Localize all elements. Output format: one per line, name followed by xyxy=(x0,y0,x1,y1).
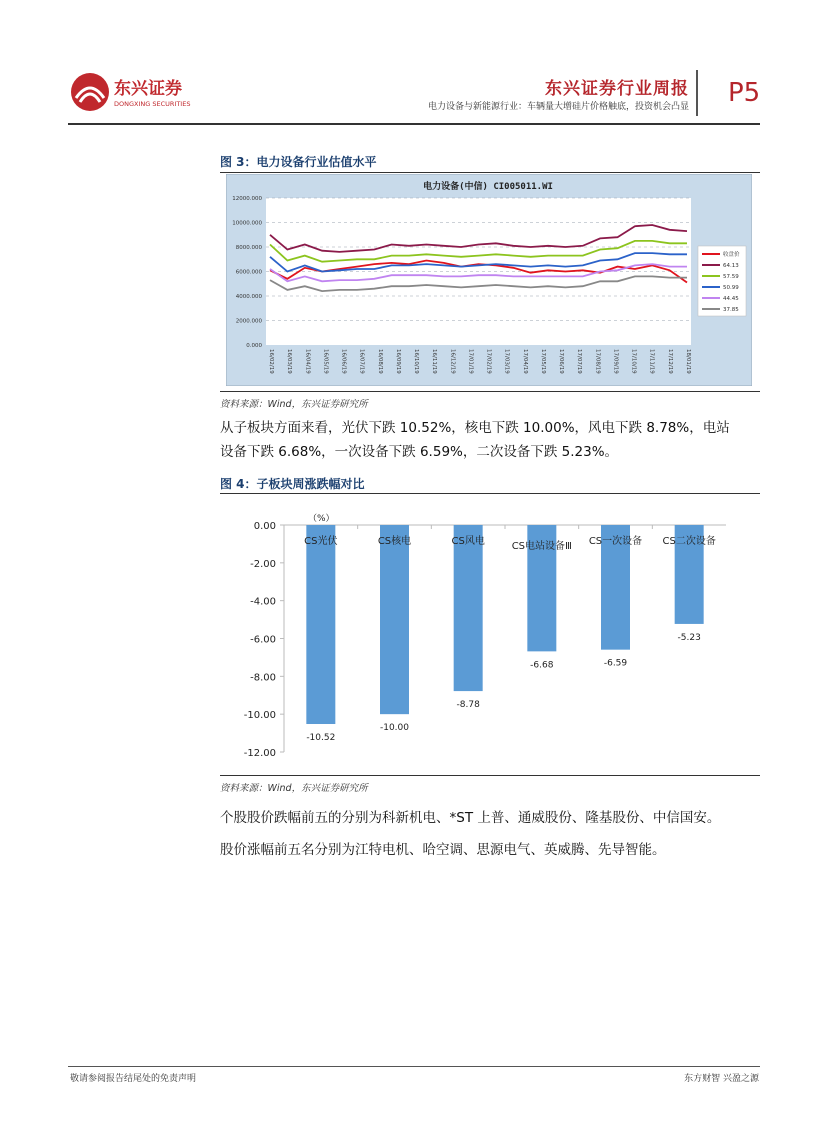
chart3-legend-label: 57.59 xyxy=(723,274,739,280)
chart4-y-tick-label: -6.00 xyxy=(250,634,276,646)
chart3-x-tick-label: 17/11/19 xyxy=(648,349,655,374)
chart3-x-tick-label: 17/07/19 xyxy=(576,349,583,374)
chart4-value-label: -5.23 xyxy=(677,632,701,643)
chart3-x-tick-label: 17/02/19 xyxy=(485,349,492,374)
figure3-rule xyxy=(220,172,760,173)
figure4-source: 资料来源：Wind，东兴证券研究所 xyxy=(220,783,368,794)
figure4-caption: 图 4：子板块周涨跌幅对比 xyxy=(220,477,365,491)
chart3-x-tick-label: 17/05/19 xyxy=(539,349,546,374)
chart3-legend-label: 收盘价 xyxy=(723,252,740,258)
chart4-value-label: -10.52 xyxy=(306,733,336,744)
chart4-bar xyxy=(304,525,338,724)
report-subtitle: 电力设备与新能源行业：车辆量大增硅片价格触底，投资机会凸显 xyxy=(427,102,689,112)
page-number: P5 xyxy=(728,78,761,108)
chart3-x-tick-label: 17/08/19 xyxy=(594,349,601,374)
chart3-x-tick-label: 16/05/19 xyxy=(322,349,329,374)
chart4-value-label: -6.59 xyxy=(603,658,628,669)
chart4-category-label: CS风电 xyxy=(451,536,485,547)
dongxing-logo xyxy=(70,72,200,112)
figure3-source: 资料来源：Wind，东兴证券研究所 xyxy=(220,399,368,410)
chart3-x-tick-label: 16/11/19 xyxy=(431,349,438,374)
chart3-x-tick-label: 17/01/19 xyxy=(467,349,474,374)
chart3-legend-label: 50.99 xyxy=(723,285,739,291)
chart4-category-label: CS核电 xyxy=(377,536,412,547)
chart3-legend-label: 37.85 xyxy=(723,307,739,313)
chart3-x-tick-label: 17/04/19 xyxy=(521,349,528,374)
chart3-title: 电力设备(中信) CI005011.WI xyxy=(423,182,553,192)
chart3-x-tick-label: 16/03/19 xyxy=(286,349,293,374)
chart3-legend-label: 64.13 xyxy=(723,263,739,269)
chart3-x-tick-label: 16/08/19 xyxy=(376,349,383,374)
chart3-x-tick-label: 17/06/19 xyxy=(558,349,565,374)
chart4-category-label: CS光伏 xyxy=(304,536,338,547)
chart3-y-tick-label: 12000.000 xyxy=(232,196,262,202)
figure4-rule xyxy=(220,493,760,494)
chart3-x-tick-label: 17/09/19 xyxy=(612,349,619,374)
chart3-x-tick-label: 17/12/19 xyxy=(666,349,673,374)
footer-disclaimer: 敬请参阅报告结尾处的免责声明 xyxy=(70,1074,197,1084)
paragraph-2: 个股股价跌幅前五的分别为科新机电、*ST 上普、通威股份、隆基股份、中信国安。 xyxy=(220,810,721,826)
footer-slogan: 东方财智 兴盈之源 xyxy=(684,1074,759,1084)
logo-en-text: DONGXING SECURITIES xyxy=(114,100,191,108)
chart4-y-tick-label: -8.00 xyxy=(250,672,276,684)
chart4-y-tick-label: -12.00 xyxy=(243,748,276,759)
chart4-y-tick-label: -2.00 xyxy=(250,558,276,570)
paragraph-1-line-2: 设备下跌 6.68%，一次设备下跌 6.59%，二次设备下跌 5.23%。 xyxy=(220,444,619,460)
header-divider xyxy=(696,70,698,116)
chart3-x-tick-label: 16/02/19 xyxy=(268,349,274,374)
chart4-value-label: -8.78 xyxy=(456,700,480,711)
chart3-y-tick-label: 6000.000 xyxy=(235,269,262,276)
header-rule xyxy=(68,123,760,125)
chart3-x-tick-label: 16/04/19 xyxy=(304,349,311,374)
paragraph-1-line-1: 从子板块方面来看，光伏下跌 10.52%，核电下跌 10.00%，风电下跌 8.78%，电站 xyxy=(220,420,730,436)
paragraph-3: 股价涨幅前五名分别为江特电机、哈空调、思源电气、英威腾、先导智能。 xyxy=(220,842,666,858)
footer-rule xyxy=(68,1066,760,1067)
chart3-x-tick-label: 17/10/19 xyxy=(630,349,637,374)
subsector-bar-chart xyxy=(226,505,756,765)
chart4-y-tick-label: -10.00 xyxy=(243,710,276,722)
valuation-line-chart xyxy=(226,174,752,386)
chart3-y-tick-label: 0.000 xyxy=(246,343,262,349)
logo-cn-text: 东兴证券 xyxy=(114,79,182,99)
chart3-x-tick-label: 18/01/19 xyxy=(685,349,691,374)
chart3-x-tick-label: 16/10/19 xyxy=(413,349,420,374)
chart3-x-tick-label: 16/12/19 xyxy=(449,349,456,374)
chart3-y-tick-label: 2000.000 xyxy=(235,318,262,325)
chart4-y-tick-label: -4.00 xyxy=(250,596,276,608)
chart4-value-label: -10.00 xyxy=(379,723,410,734)
chart4-category-label: CS电站设备Ⅲ xyxy=(511,541,572,552)
figure4-bottom-rule xyxy=(220,775,760,776)
chart3-x-tick-label: 17/03/19 xyxy=(503,349,510,374)
chart4-value-label: -6.68 xyxy=(530,660,554,671)
chart4-category-label: CS一次设备 xyxy=(588,536,643,547)
figure3-bottom-rule xyxy=(220,391,760,392)
chart4-category-label: CS二次设备 xyxy=(662,536,716,547)
chart3-x-tick-label: 16/06/19 xyxy=(340,349,347,374)
figure3-caption: 图 3：电力设备行业估值水平 xyxy=(220,155,377,169)
chart4-unit-label: （%） xyxy=(308,514,335,524)
chart3-x-tick-label: 16/09/19 xyxy=(394,349,401,374)
chart3-y-tick-label: 8000.000 xyxy=(235,245,262,251)
chart4-bar xyxy=(454,525,483,691)
report-title: 东兴证券行业周报 xyxy=(545,79,689,99)
chart4-bar xyxy=(377,525,412,714)
chart4-y-tick-label: 0.00 xyxy=(253,521,276,532)
chart3-legend-label: 44.45 xyxy=(723,296,739,302)
chart3-x-tick-label: 16/07/19 xyxy=(358,349,365,374)
chart3-y-tick-label: 4000.000 xyxy=(235,294,262,300)
chart3-y-tick-label: 10000.000 xyxy=(232,220,262,227)
